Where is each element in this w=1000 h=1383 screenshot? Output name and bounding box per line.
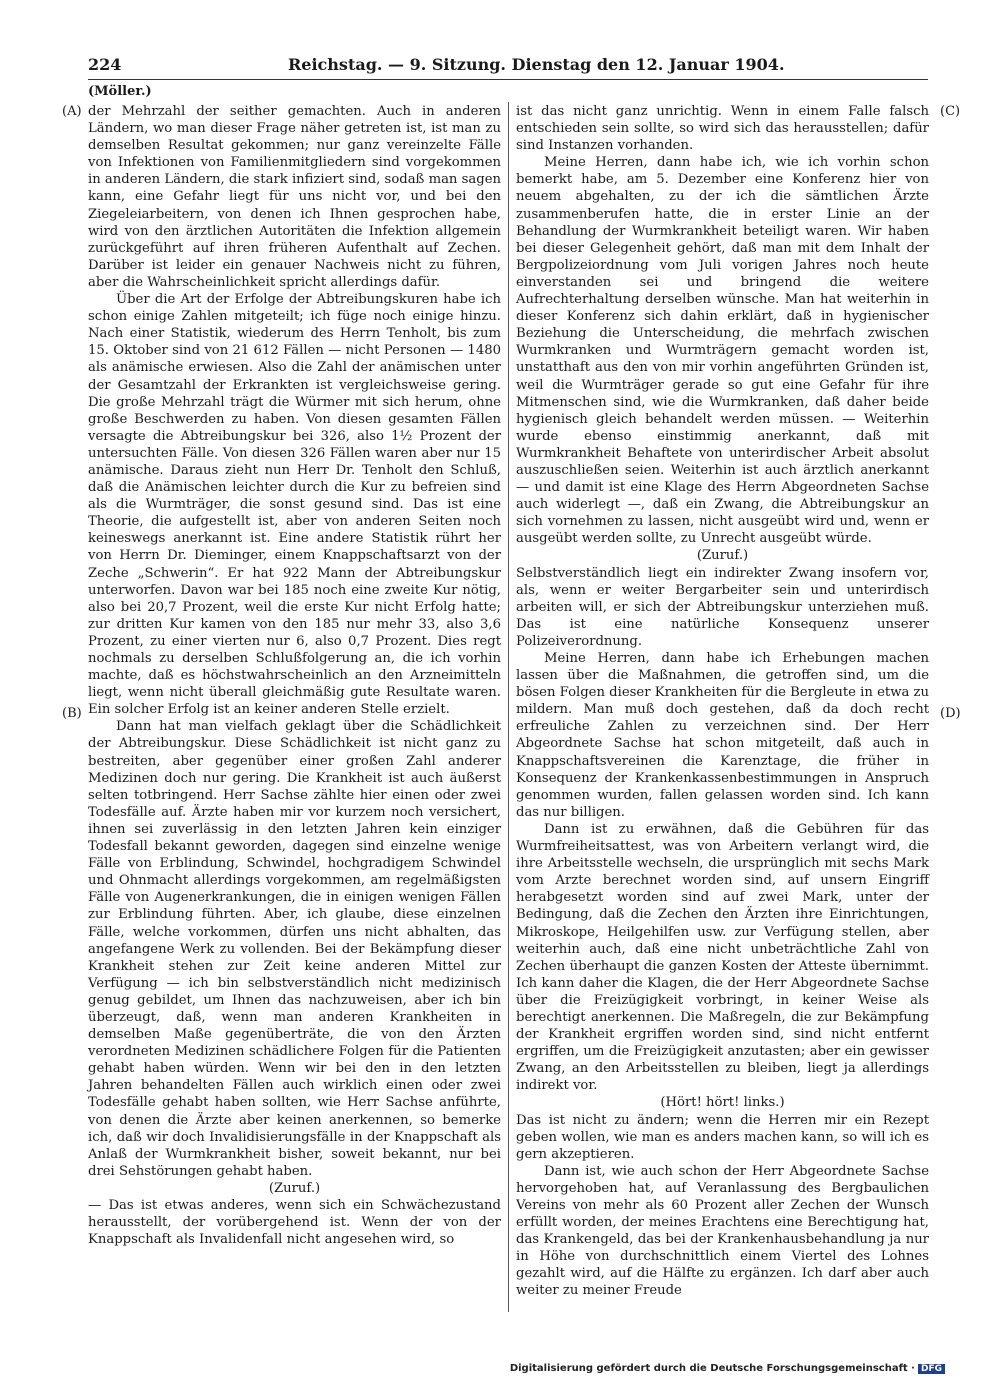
page-header bbox=[88, 55, 928, 80]
dfg-logo: DFG bbox=[918, 1364, 945, 1374]
interjection: (Zuruf.) bbox=[696, 548, 749, 564]
left-column bbox=[88, 103, 501, 1248]
paragraph: Dann hat man vielfach geklagt über die Schädlichkeit der Abtreibungskur. Diese Schädlichkeit ist nicht ganz zu bestreiten, aber gegenüber einer großen Zahl anderer Medizinen doch nur gering. Die Krankheit ist auch äußerst selten totbringend. Herr Sachse zählte hier einen oder zwei Todesfälle auf. Ärzte haben mir vor kurzem noch versichert, ihnen sei zuverlässig in den letzten Jahren kein einziger Todesfall bekannt geworden, dagegen sind einzelne wenige Fälle von Erblindung, Schwindel, hochgradigem Schwindel und Ohnmacht allerdings vorgekommen, am regelmäßigsten Fälle von Augenerkrankungen, die in einigen wenigen Fällen zur Erblindung führten. Aber, ich glaube, diese einzelnen Fälle, welche vorkommen, dürfen uns nicht abhalten, das angefangene Werk zu vollenden. Bei der Bekämpfung dieser Krankheit stehen zur Zeit keine anderen Mittel zur Verfügung — ich bin selbstverständlich nicht medizinisch genug gebildet, um Ihnen das nachzuweisen, aber ich bin überzeugt, daß, wenn man anderen Krankheiten in demselben Maße gegenüberträte, die von den Ärzten verordneten Medizinen schädlichere Folgen für die Patienten gehabt haben würden. Wenn wir bei den in den letzten Jahren behandelten Fällen auch wirklich einen oder zwei Todesfälle gehabt haben sollten, wie Herr Sachse anführte, von denen die Ärzte aber keinen anerkennen, so bemerke ich, daß wir doch Invalidisierungsfälle in der Knappschaft als Anlaß der Wurmkrankheit bisher, soweit bekannt, nur bei drei Sehstörungen gehabt haben. bbox=[88, 719, 501, 1179]
paragraph: Das ist nicht zu ändern; wenn die Herren mir ein Rezept geben wollen, wie man es anders machen kann, so will ich es gern akzeptieren. bbox=[516, 1112, 929, 1162]
paragraph: der Mehrzahl der seither gemachten. Auch in anderen Ländern, wo man dieser Frage näher getreten ist, ist man zu demselben Resultat gekommen; nur ganz vereinzelte Fälle von Infektionen von Familienmitgliedern sind vorgekommen in anderen Ländern, die stark infiziert sind, sodaß man sagen kann, eine Gefahr liegt für uns nicht vor, und bei den Ziegeleiarbeitern, von denen ich Ihnen gesprochen habe, wird von den ärztlichen Autoritäten die Infektion allgemein zurückgeführt auf ihren früheren Aufenthalt auf Zechen. Darüber ist leider ein genauer Nachweis nicht zu führen, aber die Wahrscheinlichkeit spricht allerdings dafür. bbox=[88, 104, 501, 290]
speaker-label: (Möller.) bbox=[88, 84, 152, 99]
paragraph: Meine Herren, dann habe ich Erhebungen machen lassen über die Maßnahmen, die getroffen sind, um die bösen Folgen dieser Krankheiten für die Bergleute in etwa zu mildern. Man muß doch gestehen, daß da doch recht erfreuliche Zahlen zu verzeichnen sind. Der Herr Abgeordnete Sachse hat schon mitgeteilt, daß auch in Knappschaftsvereinen die Karenztage, die früher in Konsequenz der Krankenkassenbestimmungen in Anspruch genommen wurden, fallen gelassen worden sind. Ich kann das nur billigen. bbox=[516, 651, 929, 820]
interjection: (Hört! hört! links.) bbox=[660, 1095, 785, 1111]
paragraph: Meine Herren, dann habe ich, wie ich vorhin schon bemerkt habe, am 5. Dezember eine Konferenz hier von neuem abgehalten, zu der ich die sämtlichen Ärzte zusammenberufen hatte, die in erster Linie an der Behandlung der Wurmkrankheit beteiligt waren. Wir haben bei dieser Gelegenheit gehört, daß man mit dem Inhalt der Bergpolizeiordnung vom Juli vorigen Jahres noch heute einverstanden sei und bringend die weitere Aufrechterhaltung derselben wünsche. Man hat weiterhin in dieser Konferenz sich dahin erklärt, daß in hygienischer Beziehung die Unterscheidung, die mehrfach zwischen Wurmkranken und Wurmträgern gemacht worden ist, unstatthaft aus den von mir vorhin angeführten Gründen ist, weil die Wurmträger gerade so gut eine Gefahr für ihre Mitmenschen sind, wie die Wurmkranken, daß daher beide hygienisch gleich behandelt werden müssen. — Weiterhin wurde ebenso einstimmig anerkannt, daß mit Wurmkrankheit Behaftete von unterirdischer Arbeit absolut auszuschließen seien. Weiterhin ist auch ärztlich anerkannt — und damit ist eine Klage des Herrn Abgeordneten Sachse auch widerlegt —, daß ein Zwang, die Abtreibungskur an sich vornehmen zu lassen, nicht ausgeübt wird und, wenn er ausgeübt werden sollte, zu Unrecht ausgeübt würde. bbox=[516, 155, 929, 547]
right-column bbox=[516, 103, 929, 1300]
footer-text: Digitalisierung gefördert durch die Deutsche Forschungsgemeinschaft · bbox=[509, 1363, 915, 1374]
paragraph: — Das ist etwas anderes, wenn sich ein Schwächezustand herausstellt, der vorübergehend ist. Wenn der von der Knappschaft als Invalidenfall nicht angesehen wird, so bbox=[88, 1198, 501, 1248]
header-title: Reichstag. — 9. Sitzung. Dienstag den 12. Januar 1904. bbox=[288, 55, 785, 74]
column-divider bbox=[508, 102, 509, 1312]
paragraph: Selbstverständlich liegt ein indirekter Zwang insofern vor, als, wenn er weiter Bergarbeiter sein und unterirdisch arbeiten will, er sich der Abtreibungskur unterziehen muß. Das ist eine natürliche Konsequenz unserer Polizeiverordnung. bbox=[516, 565, 929, 649]
paragraph: Über die Art der Erfolge der Abtreibungskuren habe ich schon einige Zahlen mitgeteilt; ich füge noch einige hinzu. Nach einer Statistik, wiederum des Herrn Tenholt, bis zum 15. Oktober sind von 21 612 Fällen — nicht Personen — 1480 als anämische erwiesen. Also die Zahl der anämischen unter der Gesamtzahl der Erkrankten ist vergleichsweise gering. Die große Mehrzahl trägt die Würmer mit sich herum, ohne große Beschwerden zu haben. Von diesen gesamten Fällen versagte die Abtreibungskur bei 326, also 1½ Prozent der untersuchten Fälle. Von diesen 326 Fällen waren aber nur 15 anämische. Daraus zieht nun Herr Dr. Tenholt den Schluß, daß die Anämischen leichter durch die Kur zu befreien sind als die Wurmträger, die sonst gesund sind. Das ist eine Theorie, die aufgestellt ist, aber von anderen Seiten noch keineswegs anerkannt ist. Eine andere Statistik rührt her von Herrn Dr. Dieminger, einem Knappschaftsarzt von der Zeche „Schwerin“. Er hat 922 Mann der Abtreibungskur unterworfen. Davon war bei 185 noch eine zweite Kur nötig, also bei 20,7 Prozent, weil die erste Kur nicht Erfolg hatte; zur dritten Kur kamen von den 185 nur mehr 33, also 3,6 Prozent, zu einer vierten nur 6, also 0,7 Prozent. Dies regt nochmals zu derselben Schlußfolgerung an, die ich vorhin machte, daß es höchstwahrscheinlich an den Arzneimitteln liegt, wenn nicht überall gleichmäßig gute Resultate waren. Ein solcher Erfolg ist an keiner anderen Stelle erzielt. bbox=[88, 292, 501, 718]
margin-mark-d: (D) bbox=[940, 706, 961, 721]
margin-mark-b: (B) bbox=[62, 706, 82, 721]
interjection: (Zuruf.) bbox=[268, 1180, 321, 1196]
paragraph: ist das nicht ganz unrichtig. Wenn in einem Falle falsch entschieden sein sollte, so wird sich das herausstellen; dafür sind Instanzen vorhanden. bbox=[516, 104, 929, 154]
margin-mark-c: (C) bbox=[940, 104, 961, 119]
paragraph: Dann ist, wie auch schon der Herr Abgeordnete Sachse hervorgehoben hat, auf Veranlassung des Bergbaulichen Vereins von mehr als 60 Prozent aller Zechen der Wunsch erfüllt worden, der meines Erachtens eine Berechtigung hat, das Krankengeld, das bei der Krankenhausbehandlung ja nur in Höhe von durchschnittlich einem Viertel des Lohnes gezahlt wird, auf die Hälfte zu ergänzen. Ich darf aber auch weiter zu meiner Freude bbox=[516, 1163, 929, 1299]
footer-credit bbox=[510, 1363, 945, 1374]
margin-mark-a: (A) bbox=[62, 104, 82, 119]
paragraph: Dann ist zu erwähnen, daß die Gebühren für das Wurmfreiheitsattest, was von Arbeitern verlangt wird, die ihre Arbeitsstelle wechseln, die ursprünglich mit sechs Mark vom Arzte berechnet worden sind, auf unsern Eingriff herabgesetzt worden sind auf zwei Mark, unter der Bedingung, daß die Zechen den Ärzten ihre Einrichtungen, Mikroskope, Heilgehilfen usw. zur Verfügung stellen, aber weiterhin auch, daß eine nicht unbeträchtliche Zahl von Zechen überhaupt die ganzen Kosten der Atteste übernimmt. Ich kann daher die Klagen, die der Herr Abgeordnete Sachse über die Freizügigkeit vorbringt, in keiner Weise als berechtigt anerkennen. Die Maßregeln, die zur Bekämpfung der Krankheit ergriffen worden sind, sind nicht entfernt ergriffen, um die Freizügigkeit anzutasten; aber ein gewisser Zwang, an den Arbeitsstellen zu bleiben, liegt ja allerdings indirekt vor. bbox=[516, 821, 929, 1094]
page-number: 224 bbox=[88, 55, 122, 74]
